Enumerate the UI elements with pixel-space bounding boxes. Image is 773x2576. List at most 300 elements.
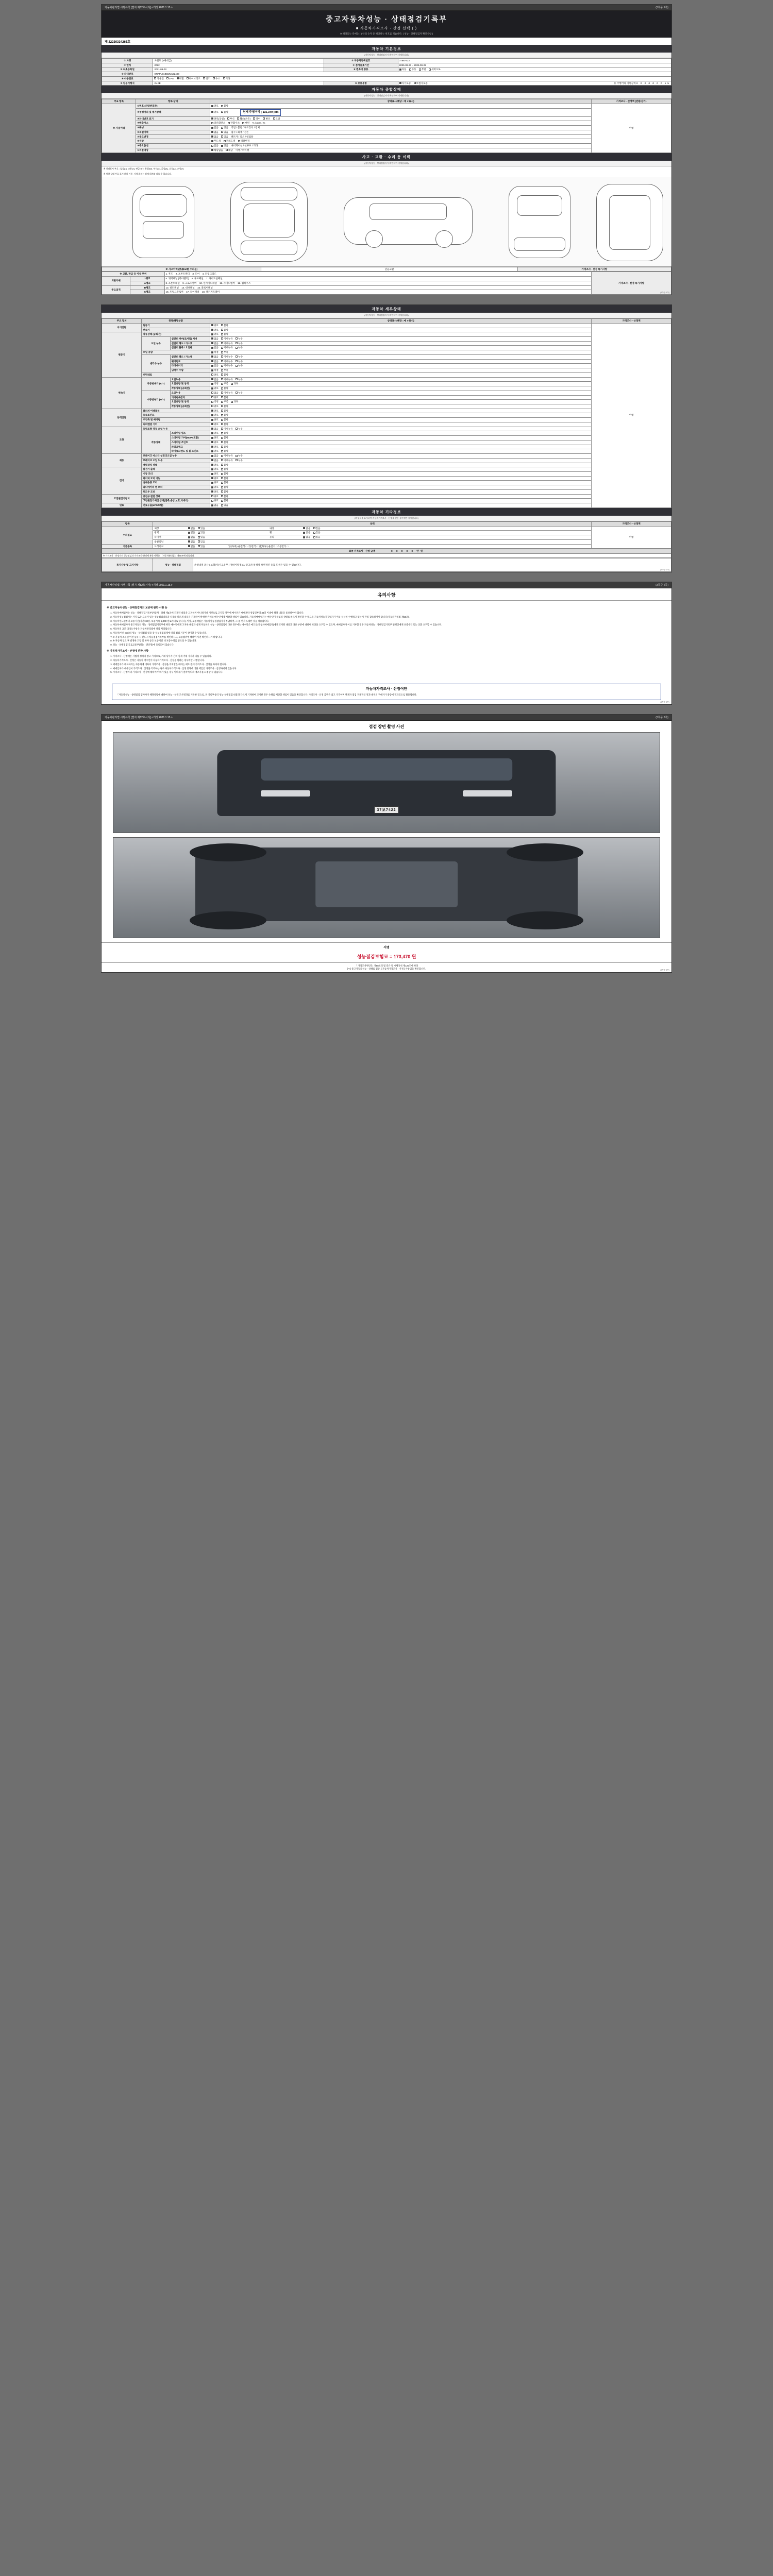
detail-opt-5-0-2[interactable]: 누유 (236, 454, 243, 457)
table-row (102, 454, 671, 459)
table-row (102, 267, 671, 272)
detail-opt-2-6-0[interactable]: 양호 (211, 405, 219, 408)
final-estimate-title (102, 549, 671, 554)
field-label-carname: ① 차명 (102, 59, 153, 63)
diagram-front-windshield (143, 221, 184, 239)
others-opt-3-1[interactable]: 있음 (198, 540, 205, 544)
section-note-detail: (자동차성능 · 상태점검자가 확인하여 기재합니다) (102, 313, 671, 318)
detail-subpart-2-5: 오일유량 및 상태 (170, 400, 210, 404)
detail-subpart-4-2: 스티어링 기어(MDPS포함) (170, 436, 210, 440)
detail-group-transmission: 변속기 (102, 377, 142, 409)
list-item: 1. 가격조사 · 산정액은 사법적 성격의 참고 가격으로, 거래 당사자 간의 실제 거래 가격과 다를 수 있습니다. (113, 655, 666, 658)
detail-opt-2-4-0[interactable]: 양호 (211, 396, 219, 399)
sheet-page-1 (101, 4, 672, 295)
others-col-state: 상태 (153, 521, 592, 526)
list-item: 4. 자동차매매업자가 중고자동차 성능 · 상태점검기록부에 따라 매수인에게 고지한 내용과 실제 자동차의 성능 · 상태점검이 다른 경우에는 매수인은 매도인(자동차매매업자)에게 고지된 내용과 다른 부분에 대하여 보상을 요구할 수 있으며, 매매업자가 이를 거부할 경우 자동차성능 · 상태점검기록부 발행인에게 보증수리 또는 교환 요구할 수 있습니다. (113, 623, 666, 626)
detail-group-powertrain: 동력전달 (102, 409, 142, 427)
detail-group-steering: 조향 (102, 427, 142, 453)
frame-rank-2-2: 10. 인사이드패널 (199, 281, 217, 284)
list-item: 7. ※ 자동차 소유권 이전 등록 시 반드시 성능점검기록부를 확인하시고, 보증범위에 대하여 사전 확인하시기 바랍니다. (113, 636, 666, 639)
frame-rank-4-1: 17. 리어패널 (186, 291, 199, 294)
overall-opt-3-0[interactable]: 일산화탄소 (211, 122, 225, 125)
others-opt2-0-0[interactable]: 없음 (303, 527, 310, 530)
frame-rank-label-3: B랭크 (130, 285, 164, 290)
detail-opt-4-1-1[interactable]: 불량 (221, 432, 228, 435)
detail-opt-6-0-1[interactable]: 불량 (221, 468, 228, 471)
detail-opt-1-1-1[interactable]: 미세누유 (221, 337, 233, 341)
others-opt2-2-0[interactable]: 없음 (303, 536, 310, 539)
detail-opt-1-6-0[interactable]: 없음 (211, 360, 219, 363)
notice-legal-ref: 자동차관리법 시행규칙 [별지 제82호서식] <개정 2021.1.15.> (105, 584, 173, 587)
detail-opt-6-0-0[interactable]: 양호 (211, 468, 219, 471)
table-row (102, 395, 671, 400)
detail-sub-operation: 작동상태 (142, 431, 170, 454)
detail-opt-2-1-0[interactable]: 적정 (211, 382, 219, 385)
detail-opt-3-0-1[interactable]: 불량 (221, 410, 228, 413)
detail-part-3-0: 클러치 어셈블리 (142, 409, 210, 413)
table-row (102, 463, 671, 467)
detail-opt-6-2-0[interactable]: 양호 (211, 477, 219, 480)
detail-opt-0-1-0[interactable]: 양호 (211, 329, 219, 332)
table-row (102, 485, 671, 490)
sheet-page-2 (101, 304, 672, 572)
detail-opt-6-5-1[interactable]: 불량 (221, 490, 228, 494)
inspection-photo-underbody[interactable] (113, 837, 660, 938)
detail-opt-5-2-1[interactable]: 불량 (221, 464, 228, 467)
others-part-2: 타이어 (154, 536, 161, 539)
table-row (102, 503, 671, 508)
detail-opt-0-0-0[interactable]: 양호 (211, 324, 219, 327)
list-item: 9. 성능 · 상태점검 국토교통부(성능 · 전산망)에 등록되어 있습니다. (113, 643, 666, 647)
detail-opt-6-1-0[interactable]: 양호 (211, 472, 219, 476)
detail-opt-1-8-1[interactable]: 부족 (221, 369, 228, 372)
overall-item-label-9: ⑩리콜대상 (136, 148, 210, 152)
others-opt-0-1[interactable]: 있음 (198, 527, 205, 530)
overall-opt-3-2[interactable]: 매연 (242, 122, 249, 125)
others-opt-2-0[interactable]: 없음 (188, 536, 195, 539)
others-col-item: 항목 (102, 521, 153, 526)
overall-opt-8-1[interactable]: 있음 (221, 144, 228, 147)
detail-group-selfdiag: 자기진단 (102, 323, 142, 332)
others-part-4: 브레이크 (154, 545, 164, 548)
detail-subpart-2-1: 오일유량 및 상태 (170, 382, 210, 386)
detail-subpart-1-6: 워터펌프 (170, 359, 210, 364)
page-footer-tag-3: (3쪽중 3쪽) (660, 701, 669, 703)
page-footer-tag-2: (3쪽중 2쪽) (660, 569, 669, 571)
accident-history-value: 단순교환 (261, 267, 517, 272)
overall-detail-3: % / ppm / % (252, 122, 265, 125)
detail-opt-3-1-0[interactable]: 양호 (211, 414, 219, 417)
detail-opt-1-8-0[interactable]: 적정 (211, 369, 219, 372)
vehicle-damage-diagram[interactable] (102, 177, 671, 267)
detail-opt-8-0-0[interactable]: 없음 (211, 504, 219, 507)
warranty-option-insurance[interactable]: 보험사보증 (414, 82, 428, 85)
others-opt-1-0[interactable]: 없음 (188, 531, 195, 534)
fuel-option-etc[interactable]: 기타 (223, 77, 230, 80)
detail-opt-1-1-2[interactable]: 누유 (236, 337, 243, 341)
photo-wheel-4 (507, 911, 583, 929)
section-title-basic: 자동차 기본정보 (102, 45, 671, 53)
field-value-engine: G4KE (153, 81, 324, 86)
detail-opt-4-0-2[interactable]: 누유 (236, 428, 243, 431)
detail-opt-1-7-0[interactable]: 없음 (211, 364, 219, 367)
detail-opt-2-5-2[interactable]: 과다 (231, 400, 238, 403)
detail-opt-7-1-1[interactable]: 불량 (221, 499, 228, 502)
detail-opt-2-2-1[interactable]: 불량 (221, 387, 228, 390)
table-row (102, 134, 671, 139)
detail-opt-3-1-1[interactable]: 불량 (221, 414, 228, 417)
detail-opt-5-1-2[interactable]: 누유 (236, 459, 243, 462)
field-label-vin: ⑦ 차대번호 (102, 72, 153, 77)
list-item: 2. 자동차성능점검자는 거짓 또는 오류가 있는 성능점검내용과 실제와 다르게 내용을 기재하여 발생한 손해를 매수인에게 배상할 책임이 있습니다. 자동차매매업자는 매수인이 책임의 상태를 바르게 확인할 수 있도록 자동차성능점검업자가 이를 성실히 수행하고 있는지 관리·감독하여야 합니다(자동차관리법 제58조). (113, 616, 666, 619)
detail-opt-4-0-1[interactable]: 미세누유 (221, 428, 233, 431)
others-table (102, 521, 671, 549)
table-row (102, 422, 671, 427)
table-row (102, 144, 671, 148)
others-opt2-0-1[interactable]: 있음 (313, 527, 321, 530)
detail-opt-2-3-2[interactable]: 누유 (236, 392, 243, 395)
detail-opt-1-1-0[interactable]: 없음 (211, 337, 219, 341)
detail-opt-2-5-1[interactable]: 부족 (221, 400, 228, 403)
detail-opt-1-3-2[interactable]: 누유 (236, 346, 243, 349)
others-col-price: 가격조사 · 산정액 (592, 521, 671, 526)
detail-group-highvoltage: 고전원전기장치 (102, 494, 142, 503)
detail-opt-3-2-1[interactable]: 불량 (221, 418, 228, 421)
detail-opt-2-3-1[interactable]: 미세누유 (221, 392, 233, 395)
others-opt-4-1[interactable]: 있음 (198, 545, 205, 548)
fuel-option-hydrogen[interactable]: 수소 (213, 77, 220, 80)
table-row (102, 386, 671, 391)
table-row (102, 323, 671, 328)
detail-opt-3-2-0[interactable]: 양호 (211, 418, 219, 421)
odometer-value: 0 0 0 0 0 0 0 km (636, 81, 670, 84)
overall-group-label: ※ 사용이력 (102, 104, 136, 152)
table-row (102, 281, 671, 285)
table-row (102, 328, 671, 332)
detail-subpart-4-5: 타이로드엔드 및 볼 조인트 (170, 449, 210, 454)
detail-opt-2-1-2[interactable]: 과다 (231, 382, 238, 385)
table-row (102, 449, 671, 454)
overall-opt-1-1[interactable]: 불량 (221, 111, 228, 114)
detail-opt-1-5-1[interactable]: 미세누수 (221, 355, 233, 359)
overall-detail-4: 적법 / 불법 / 구조장치 / 장치 (231, 126, 260, 129)
accident-summary-table (102, 267, 671, 272)
detail-opt-6-3-1[interactable]: 불량 (221, 481, 228, 484)
detail-subpart-1-3: 실린더 블록 / 오일팬 (170, 346, 210, 350)
overall-item-label-0: ①번호 (차량번호판) (136, 104, 210, 109)
detail-col-price: 가격조사 · 산정액 (592, 319, 671, 324)
detail-opt-4-3-0[interactable]: 양호 (211, 441, 219, 444)
detail-opt-2-4-1[interactable]: 불량 (221, 396, 228, 399)
list-item: 5. 가격조사 · 산정자의 가격조사 · 산정에 대하여 이의가 있을 경우 이의제기 절차에 따라 재조사를 요청할 수 있습니다. (113, 671, 666, 674)
overall-opt-5-1[interactable]: 있음 (221, 131, 228, 134)
detail-opt-4-4-1[interactable]: 불량 (221, 446, 228, 449)
detail-opt-3-3-1[interactable]: 불량 (221, 423, 228, 426)
inspection-photo-front[interactable] (113, 732, 660, 833)
detail-opt-4-1-0[interactable]: 양호 (211, 432, 219, 435)
detail-opt-5-1-1[interactable]: 미세누유 (221, 459, 233, 462)
detail-sub-at: 자동변속기 (A/T) (142, 377, 170, 391)
fuel-option-gasoline[interactable]: 가솔린 (154, 77, 163, 80)
detail-opt-6-2-1[interactable]: 불량 (221, 477, 228, 480)
detail-opt-1-4-1[interactable]: 부족 (221, 351, 228, 354)
signature-row[interactable]: 서명 (102, 942, 671, 952)
notice-topbar (102, 582, 671, 588)
table-header-row (102, 521, 671, 526)
frame-rank-2-0: 8. 프론트패널 (165, 281, 180, 284)
detail-opt-1-0-1[interactable]: 불량 (221, 333, 228, 336)
field-value-carname: 쏘렌토 (4세대급) (153, 59, 324, 63)
overall-opt-2-3[interactable]: 상이 (253, 117, 260, 121)
table-row (102, 368, 671, 373)
overall-opt-2-1[interactable]: 부식 (227, 117, 234, 121)
frame-title: ※ 교환, 판금 등 이상 부위 (102, 272, 165, 277)
table-row (102, 554, 671, 558)
detail-opt-6-4-0[interactable]: 양호 (211, 486, 219, 489)
detail-opt-4-0-0[interactable]: 없음 (211, 428, 219, 431)
photo-wheel-1 (190, 843, 266, 861)
overall-opt-4-0[interactable]: 없음 (211, 126, 219, 129)
photo-gallery (102, 732, 671, 938)
detail-opt-7-0-0[interactable]: 양호 (211, 495, 219, 498)
overall-opt-2-4[interactable]: 변조 (263, 117, 270, 121)
others-opt-0-0[interactable]: 없음 (188, 527, 195, 530)
detail-opt-1-7-1[interactable]: 미세누수 (221, 364, 233, 367)
detail-opt-1-3-0[interactable]: 없음 (211, 346, 219, 349)
others-opt-1-1[interactable]: 있음 (198, 531, 205, 534)
table-row (102, 472, 671, 477)
transmission-option-manual[interactable]: 수동 (409, 68, 416, 71)
form-legal-ref: 자동차관리법 시행규칙 [별지 제82호서식] <개정 2021.1.15.> (105, 6, 173, 9)
detail-part-5-2: 배력장치 상태 (142, 463, 210, 467)
detail-opt-1-2-2[interactable]: 누유 (236, 342, 243, 345)
overall-opt-7-0[interactable]: 무도색 (211, 140, 221, 143)
table-row (102, 272, 671, 277)
overall-opt-0-0[interactable]: 양호 (211, 105, 219, 108)
overall-item-label-3: ④배출가스 (136, 121, 210, 126)
detail-opt-6-4-1[interactable]: 불량 (221, 486, 228, 489)
fuel-option-hybrid[interactable]: 하이브리드 (187, 77, 200, 80)
overall-status-table (102, 99, 671, 152)
detail-part-6-2: 와이퍼 모터 기능 (142, 476, 210, 481)
transmission-option-auto[interactable]: 자동 (399, 68, 407, 71)
detail-opt-1-0-0[interactable]: 양호 (211, 333, 219, 336)
overall-opt-9-0[interactable]: 해당없음 (211, 149, 223, 152)
table-row (102, 458, 671, 463)
detail-opt-2-3-0[interactable]: 없음 (211, 392, 219, 395)
table-row (102, 436, 671, 440)
table-row (102, 148, 671, 152)
transmission-option-semi[interactable]: 세미오토 (429, 68, 441, 71)
overall-opt-4-1[interactable]: 있음 (221, 126, 228, 129)
detail-subpart-2-2: 작동상태 (공회전) (170, 386, 210, 391)
inspection-fee: 성능점검보험료 = 173,470 원 (357, 954, 416, 959)
detail-opt-1-2-0[interactable]: 없음 (211, 342, 219, 345)
detail-opt-5-0-0[interactable]: 없음 (211, 454, 219, 457)
detail-col-part: 항목/해당부품 (142, 319, 210, 324)
others-part-0: 외장 (154, 527, 159, 530)
table-row (102, 336, 671, 341)
detail-opt-1-9-0[interactable]: 양호 (211, 374, 219, 377)
detail-opt-0-0-1[interactable]: 불량 (221, 324, 228, 327)
table-row (102, 440, 671, 445)
final-estimate-table (102, 549, 671, 558)
table-row (102, 526, 671, 531)
table-row (102, 539, 671, 544)
detail-group-engine: 원동기 (102, 332, 142, 377)
table-row (102, 531, 671, 535)
overall-opt-6-1[interactable]: 있음 (221, 135, 228, 139)
field-label-firstreg: ⑤ 최초등록일 (102, 67, 153, 72)
overall-item-label-8: ⑨주요옵션 (136, 144, 210, 148)
field-label-transmission: ⑥ 변속기 종류 (324, 67, 398, 72)
transmission-option-cvt[interactable]: 무단 (419, 68, 426, 71)
others-opt2-1-0[interactable]: 없음 (303, 531, 310, 534)
table-row (102, 116, 671, 121)
warranty-option-self[interactable]: 자가보증 (399, 82, 411, 85)
page-title: 중고자동차성능 · 상태점검기록부 (326, 15, 447, 23)
detail-opt-6-3-0[interactable]: 양호 (211, 481, 219, 484)
detail-opt-4-2-1[interactable]: 불량 (221, 436, 228, 439)
detail-subpart-1-7: 라디에이터 (170, 364, 210, 368)
overall-opt-5-0[interactable]: 없음 (211, 131, 219, 134)
table-row (102, 558, 671, 572)
detail-opt-1-7-2[interactable]: 누수 (236, 364, 243, 367)
detail-opt-5-1-0[interactable]: 없음 (211, 459, 219, 462)
odometer-reading: 현재 주행거리 [ 116,349 ]km (240, 109, 281, 116)
detail-opt-4-3-1[interactable]: 불량 (221, 441, 228, 444)
detail-opt-2-2-0[interactable]: 양호 (211, 387, 219, 390)
overall-opt-2-0[interactable]: 양호(동일) (211, 117, 225, 121)
document-number: 제 22230334265호 (105, 41, 130, 44)
detail-opt-5-2-0[interactable]: 양호 (211, 464, 219, 467)
detail-opt-3-0-0[interactable]: 양호 (211, 410, 219, 413)
overall-opt-8-0[interactable]: 없음 (211, 144, 219, 147)
detail-part-0-0: 원동기 (142, 323, 210, 328)
table-row (102, 341, 671, 346)
list-item: 4. 매매업자가 매수인이 가격조사 · 산정을 의뢰하는 경우 자동차가격조사 · 산정 결과에 대한 책임은 가격조사 · 산정자에게 있습니다. (113, 667, 666, 670)
overall-opt-7-1[interactable]: 전체도색 (224, 140, 236, 143)
detail-part-1-0: 작동상태 (공회전) (142, 332, 210, 337)
photo-underbody-center (315, 861, 458, 907)
page-indicator-3: (3쪽중 3쪽) (656, 716, 668, 719)
odometer-block (614, 82, 670, 85)
fuel-option-diesel[interactable]: 디젤 (177, 77, 184, 80)
frame-rank-3-0: 13. 필러패널 (165, 286, 179, 289)
frame-rank-3-1: 14. 대쉬패널 (181, 286, 195, 289)
others-opt2-2-1[interactable]: 있음 (313, 536, 321, 539)
others-part-1: 광택 (154, 531, 159, 534)
detail-opt-6-5-0[interactable]: 양호 (211, 490, 219, 494)
photos-topbar (102, 715, 671, 721)
detail-opt-2-0-1[interactable]: 미세누유 (221, 378, 233, 381)
detail-opt-1-3-1[interactable]: 미세누유 (221, 346, 233, 349)
table-row (102, 126, 671, 130)
list-item: 5. 자동차의 교환 (환불) 사항은 자동차관리법에 따라 처리됩니다. (113, 628, 666, 631)
fuel-option-electric[interactable]: 전기 (203, 77, 210, 80)
others-opt-2-1[interactable]: 있음 (198, 536, 205, 539)
frame-rank-4-0: 16. 트렁크플로어 (165, 291, 183, 294)
detail-part-1-4: 오일 유량 (142, 350, 210, 355)
license-plate-front: 37보7422 (374, 806, 398, 814)
detail-subpart-4-1: 스티어링 펌프 (170, 431, 210, 436)
detail-opt-1-6-2[interactable]: 누수 (236, 360, 243, 363)
diagram-top-trunk (241, 241, 297, 255)
detail-opt-2-5-0[interactable]: 적정 (211, 400, 219, 403)
detail-opt-8-0-1[interactable]: 있음 (221, 504, 228, 507)
detail-opt-6-1-1[interactable]: 불량 (221, 472, 228, 476)
detail-opt-1-9-1[interactable]: 불량 (221, 374, 228, 377)
overall-opt-0-1[interactable]: 불량 (221, 105, 228, 108)
overall-opt-3-1[interactable]: 탄화수소 (228, 122, 240, 125)
detail-opt-3-3-0[interactable]: 양호 (211, 423, 219, 426)
table-row (102, 489, 671, 494)
detail-opt-1-2-1[interactable]: 미세누유 (221, 342, 233, 345)
others-opt-3-0[interactable]: 없음 (188, 540, 195, 544)
list-item: 8. ※ 자동차 인도 후 발생한 고장 및 하자 등은 보증기간 내 보증수리를 받으실 수 있습니다. (113, 639, 666, 642)
field-value-regno: 37687422 (398, 59, 671, 63)
tire-note: 앞(좌/우) 운전석 □ / 동반석 □ 뒤(좌/우) 운전석 □ / 동반석 □ (228, 545, 289, 548)
notice-list-1 (113, 612, 666, 647)
table-row (102, 76, 671, 81)
detail-opt-2-0-0[interactable]: 없음 (211, 378, 219, 381)
detail-opt-1-5-2[interactable]: 누수 (236, 355, 243, 359)
overall-opt-6-0[interactable]: 없음 (211, 135, 219, 139)
others-opt2-1-1[interactable]: 있음 (313, 531, 321, 534)
detail-opt-1-6-1[interactable]: 미세누수 (221, 360, 233, 363)
detail-opt-1-5-0[interactable]: 없음 (211, 355, 219, 359)
detail-part-6-1: 시동 모터 (142, 472, 210, 477)
detail-part-5-0: 브레이크 마스터 실린더오일 누유 (142, 454, 210, 459)
detail-opt-1-4-0[interactable]: 적정 (211, 351, 219, 354)
table-row (102, 332, 671, 337)
others-opt-4-0[interactable]: 없음 (188, 545, 195, 548)
overall-opt-2-5[interactable]: 도말 (273, 117, 280, 121)
overall-opt-9-1[interactable]: 해당 (226, 149, 233, 152)
table-row (102, 413, 671, 418)
page-indicator-2: (3쪽중 2쪽) (656, 584, 668, 587)
detail-opt-4-2-0[interactable]: 양호 (211, 436, 219, 439)
fuel-option-lpg[interactable]: LPG (166, 77, 174, 80)
field-label-inspection: ④ 검사유효기간 (324, 63, 398, 67)
photo-vehicle-windshield (261, 758, 512, 781)
table-row (102, 400, 671, 404)
detail-opt-2-0-2[interactable]: 누유 (236, 378, 243, 381)
list-item: 2. 자동차가격조사 · 산정은 자동차 매수인이 자동차가격조사 · 산정을 원하는 경우에만 시행합니다. (113, 659, 666, 662)
overall-detail-5: 침수 / 화재 / 전손 (231, 130, 249, 133)
overall-opt-1-0[interactable]: 양호 (211, 111, 219, 114)
detail-opt-4-4-0[interactable]: 양호 (211, 446, 219, 449)
form-topbar (102, 5, 671, 11)
detail-opt-7-1-0[interactable]: 양호 (211, 499, 219, 502)
diagram-rear-bumper (514, 238, 565, 251)
detail-opt-2-6-1[interactable]: 불량 (221, 405, 228, 408)
detail-opt-2-1-1[interactable]: 부족 (221, 382, 228, 385)
others-part2-0: 내장 (270, 527, 274, 530)
detail-opt-4-5-0[interactable]: 양호 (211, 450, 219, 453)
table-row (102, 354, 671, 359)
detail-opt-0-1-1[interactable]: 불량 (221, 329, 228, 332)
detail-opt-7-0-1[interactable]: 불량 (221, 495, 228, 498)
detail-part-6-5: 윈도우 모터 (142, 489, 210, 494)
table-row (102, 494, 671, 499)
frame-rank-2-4: 12. 휠하우스 (238, 281, 251, 284)
overall-opt-7-2[interactable]: 색상변경 (238, 140, 250, 143)
detail-opt-5-0-1[interactable]: 미세누유 (221, 454, 233, 457)
overall-opt-2-2[interactable]: 훼손(오손) (237, 117, 250, 121)
detail-opt-4-5-1[interactable]: 불량 (221, 450, 228, 453)
special-notes-table (102, 558, 671, 572)
